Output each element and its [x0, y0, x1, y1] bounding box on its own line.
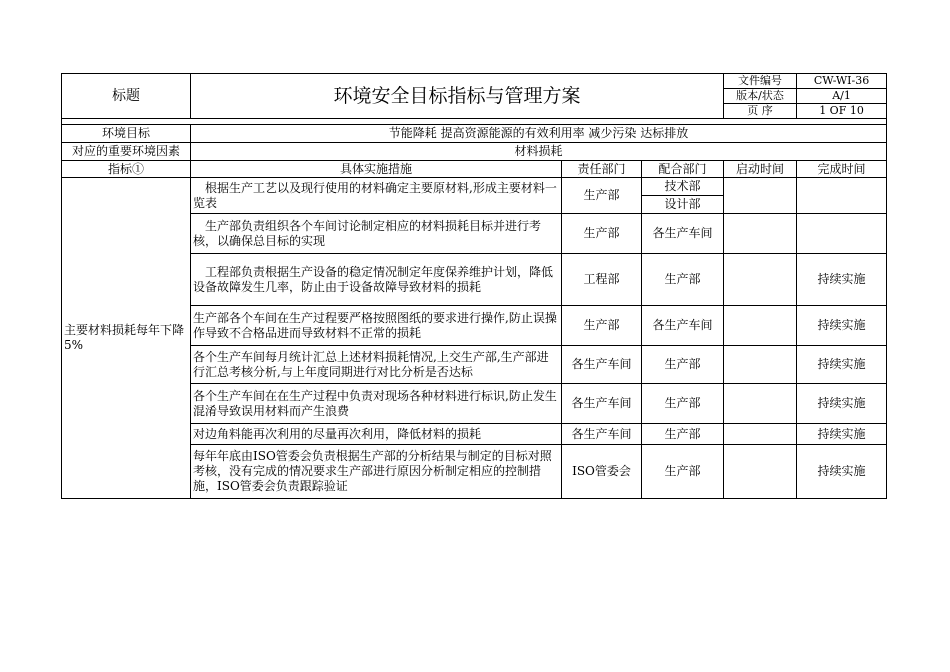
finish-time: 持续实施 — [797, 254, 887, 306]
measure-text: 各个生产车间在在生产过程中负责对现场各种材料进行标识,防止发生混淆导致误用材料而产生浪费 — [191, 384, 562, 424]
measure-text: 根据生产工艺以及现行使用的材料确定主要原材料,形成主要材料一览表 — [191, 178, 562, 214]
measure-text: 各个生产车间每月统计汇总上述材料损耗情况,上交生产部,生产部进行汇总考核分析,与上年度同期进行对比分析是否达标 — [191, 346, 562, 384]
start-time — [724, 445, 797, 499]
finish-time: 持续实施 — [797, 424, 887, 445]
col-cooperating: 配合部门 — [642, 161, 724, 178]
version-value: A/1 — [797, 89, 887, 104]
start-time — [724, 178, 797, 214]
start-time — [724, 306, 797, 346]
start-time — [724, 346, 797, 384]
start-time — [724, 384, 797, 424]
responsible-dept: 生产部 — [562, 178, 642, 214]
finish-time — [797, 214, 887, 254]
management-plan-table — [61, 73, 887, 499]
factor-label: 对应的重要环境因素 — [62, 143, 191, 161]
indicator-cell: 主要材料损耗每年下降5% — [62, 178, 191, 499]
doc-no-label: 文件编号 — [724, 74, 797, 89]
responsible-dept: 各生产车间 — [562, 384, 642, 424]
col-finish-time: 完成时间 — [797, 161, 887, 178]
start-time — [724, 254, 797, 306]
document-title: 环境安全目标指标与管理方案 — [191, 74, 724, 119]
col-start-time: 启动时间 — [724, 161, 797, 178]
measure-text: 工程部负责根据生产设备的稳定情况制定年度保养维护计划，降低设备故障发生几率，防止由于设备故障导致材料的损耗 — [191, 254, 562, 306]
responsible-dept: ISO管委会 — [562, 445, 642, 499]
cooperating-dept: 技术部 — [642, 178, 724, 196]
col-measure: 具体实施措施 — [191, 161, 562, 178]
cooperating-dept: 设计部 — [642, 196, 724, 214]
finish-time: 持续实施 — [797, 445, 887, 499]
responsible-dept: 生产部 — [562, 306, 642, 346]
page-value: 1 OF 10 — [797, 104, 887, 119]
page-label: 页 序 — [724, 104, 797, 119]
factor-value: 材料损耗 — [191, 143, 887, 161]
finish-time: 持续实施 — [797, 384, 887, 424]
title-label: 标题 — [62, 74, 191, 119]
cooperating-dept: 生产部 — [642, 384, 724, 424]
cooperating-dept: 生产部 — [642, 254, 724, 306]
measure-text: 生产部负责组织各个车间讨论制定相应的材料损耗目标并进行考核，以确保总目标的实现 — [191, 214, 562, 254]
responsible-dept: 工程部 — [562, 254, 642, 306]
responsible-dept: 生产部 — [562, 214, 642, 254]
finish-time — [797, 178, 887, 214]
measure-text: 每年年底由ISO管委会负责根据生产部的分析结果与制定的目标对照考核，没有完成的情况要求生产部进行原因分析制定相应的控制措施，ISO管委会负责跟踪验证 — [191, 445, 562, 499]
start-time — [724, 214, 797, 254]
doc-no-value: CW-WI-36 — [797, 74, 887, 89]
cooperating-dept: 各生产车间 — [642, 306, 724, 346]
finish-time: 持续实施 — [797, 306, 887, 346]
measure-text: 生产部各个车间在生产过程要严格按照图纸的要求进行操作,防止误操作导致不合格品进而导致材料不正常的损耗 — [191, 306, 562, 346]
cooperating-dept: 生产部 — [642, 445, 724, 499]
version-label: 版本/状态 — [724, 89, 797, 104]
cooperating-dept: 生产部 — [642, 424, 724, 445]
start-time — [724, 424, 797, 445]
goal-label: 环境目标 — [62, 125, 191, 143]
cooperating-dept: 各生产车间 — [642, 214, 724, 254]
responsible-dept: 各生产车间 — [562, 346, 642, 384]
goal-value: 节能降耗 提高资源能源的有效利用率 减少污染 达标排放 — [191, 125, 887, 143]
col-responsible: 责任部门 — [562, 161, 642, 178]
responsible-dept: 各生产车间 — [562, 424, 642, 445]
finish-time: 持续实施 — [797, 346, 887, 384]
cooperating-dept: 生产部 — [642, 346, 724, 384]
measure-text: 对边角料能再次利用的尽量再次利用，降低材料的损耗 — [191, 424, 562, 445]
col-indicator: 指标① — [62, 161, 191, 178]
